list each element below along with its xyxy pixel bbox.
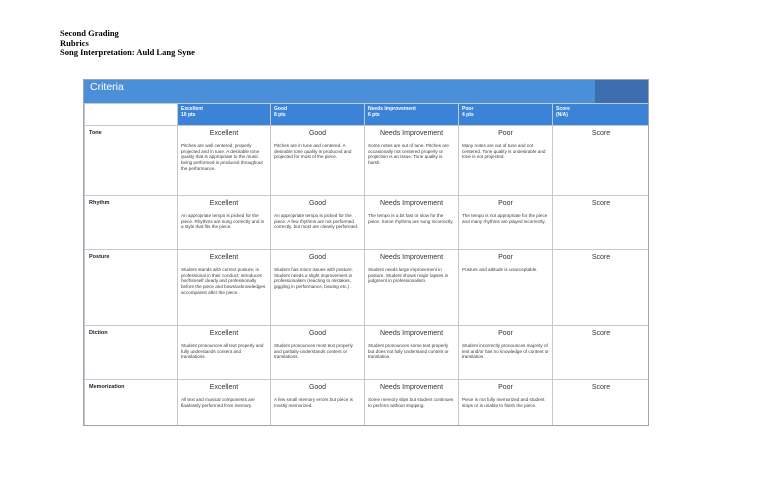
- cell-level-title: Poor: [498, 330, 513, 337]
- rubric-cell-poor: [459, 380, 553, 427]
- level-name: Good: [274, 106, 288, 112]
- level-header-good: [271, 104, 365, 126]
- cell-level-title: Good: [308, 330, 327, 337]
- cell-level-title: Score: [591, 200, 611, 207]
- rubric-cell-poor: [459, 250, 553, 326]
- cell-level-title: Needs Improvement: [379, 330, 444, 337]
- rubric-cell-score: [553, 326, 650, 380]
- cell-level-title: Poor: [498, 200, 513, 207]
- rubric-cell-score: [553, 250, 650, 326]
- rubric-row-memorization: [85, 380, 650, 427]
- cell-description: Many notes are out of tune and not centered. Tone quality is undesirable and tone is not projected.: [462, 143, 546, 160]
- document-heading: [60, 29, 195, 58]
- rubric-cell-poor: [459, 196, 553, 250]
- cell-description: Pitches are well centered; properly projected and in tune. A desirable tone quality that is appropriate to the music being performed is produced throughout the performance.: [181, 143, 263, 171]
- criterion-label: Tone: [85, 126, 178, 196]
- cell-level-title: Good: [308, 254, 327, 261]
- cell-level-title: Score: [591, 130, 611, 137]
- cell-description: An appropriate tempo is picked for the piece. Rhythms are sung correctly and in a style that fits the piece.: [181, 213, 265, 230]
- level-name: Score: [556, 106, 570, 112]
- level-header-excellent: [178, 104, 271, 126]
- rubric-cell-needs-improvement: [365, 326, 459, 380]
- criteria-header-blank: [85, 104, 178, 126]
- rubric-cell-score: [553, 126, 650, 196]
- cell-level-title: Poor: [498, 130, 513, 137]
- rubric-cell-excellent: [178, 250, 271, 326]
- level-header-row: [85, 104, 650, 126]
- cell-description: Some notes are out of tune. Pitches are occasionally not centered properly or projection is an issue. Tone quality is harsh.: [368, 143, 449, 166]
- cell-level-title: Needs Improvement: [379, 254, 444, 261]
- rubric-cell-good: [271, 250, 365, 326]
- rubric-cell-poor: [459, 126, 553, 196]
- rubric-cell-excellent: [178, 126, 271, 196]
- criterion-label: Diction: [85, 326, 178, 380]
- cell-level-title: Needs Improvement: [379, 130, 444, 137]
- cell-description: Student pronounces all text properly and fully understands content and translations.: [181, 343, 264, 360]
- cell-level-title: Excellent: [209, 254, 239, 261]
- cell-description: Student pronounces most text properly and partially understands content or translations.: [274, 343, 353, 360]
- level-points: 6 pts: [368, 112, 380, 118]
- rubric-table-image: [83, 79, 649, 426]
- cell-description: The tempo is a bit fast or slow for the piece. Some rhythms are sung incorrectly.: [368, 213, 454, 224]
- criterion-label: Rhythm: [85, 196, 178, 250]
- heading-line-song: Song Interpretation: Auld Lang Syne: [60, 47, 195, 57]
- level-name: Needs Improvement: [368, 106, 416, 112]
- rubric-row-posture: [85, 250, 650, 326]
- level-header-score: [553, 104, 650, 126]
- criterion-label: Posture: [85, 250, 178, 326]
- criterion-label: Memorization: [85, 380, 178, 427]
- rubric-grid: [84, 103, 649, 426]
- rubric-cell-score: [553, 196, 650, 250]
- rubric-cell-needs-improvement: [365, 380, 459, 427]
- rubric-cell-excellent: [178, 326, 271, 380]
- cell-description: Posture and attitude is unacceptable.: [462, 267, 538, 272]
- heading-line-grading: Second Grading: [60, 28, 119, 38]
- rubric-cell-needs-improvement: [365, 196, 459, 250]
- cell-level-title: Poor: [498, 254, 513, 261]
- level-header-poor: [459, 104, 553, 126]
- level-points: 10 pts: [181, 112, 196, 118]
- level-name: Excellent: [181, 106, 203, 112]
- rubric-cell-needs-improvement: [365, 250, 459, 326]
- rubric-cell-good: [271, 326, 365, 380]
- cell-level-title: Excellent: [209, 200, 239, 207]
- rubric-cell-good: [271, 196, 365, 250]
- rubric-body: [85, 126, 650, 427]
- rubric-cell-poor: [459, 326, 553, 380]
- cell-description: Pitches are in tune and centered. A desirable tone quality is produced and projected for most of the piece.: [274, 143, 352, 160]
- cell-level-title: Score: [591, 254, 611, 261]
- cell-level-title: Good: [308, 384, 327, 391]
- title-bar-accent: [595, 80, 649, 103]
- cell-description: Student pronounces some text properly but does not fully understand content or translation.: [368, 343, 449, 360]
- cell-level-title: Excellent: [209, 130, 239, 137]
- level-points: 8 pts: [274, 112, 286, 118]
- cell-description: All text and musical components are flawlessly performed from memory.: [181, 397, 255, 408]
- criteria-title: Criteria: [90, 81, 124, 93]
- rubric-row-tone: [85, 126, 650, 196]
- rubric-cell-excellent: [178, 380, 271, 427]
- level-name: Poor: [462, 106, 474, 112]
- cell-description: An appropriate tempo is picked for the piece. A few rhythms are not performed correctly, but most are cleanly performed.: [274, 213, 359, 230]
- cell-description: Student incorrectly pronounces majority of text and/or has no knowledge of content or translation.: [462, 343, 549, 360]
- cell-description: Student stands with correct posture; is professional in their conduct; introduces her/himself clearly and professionally before the piece and bows/acknowledges accompanist after the piece.: [181, 267, 266, 295]
- cell-level-title: Excellent: [209, 330, 239, 337]
- cell-description: Piece is not fully memorized and student stops or is unable to finish the piece.: [462, 397, 545, 408]
- cell-level-title: Poor: [498, 384, 513, 391]
- cell-description: A few small memory errors but piece is mostly memorized.: [274, 397, 353, 408]
- rubric-cell-good: [271, 126, 365, 196]
- rubric-cell-excellent: [178, 196, 271, 250]
- rubric-row-rhythm: [85, 196, 650, 250]
- rubric-cell-score: [553, 380, 650, 427]
- heading-line-rubrics: Rubrics: [60, 37, 89, 48]
- level-points: 4 pts: [462, 112, 474, 118]
- cell-description: Some memory slips but student continues to perform without stopping.: [368, 397, 454, 408]
- cell-level-title: Excellent: [209, 384, 239, 391]
- cell-level-title: Good: [308, 200, 327, 207]
- cell-description: Student has minor issues with posture. Student needs a slight improvement in professionalism (reacting to mistakes, giggling in performance, bowing etc.) .: [274, 267, 353, 290]
- cell-level-title: Needs Improvement: [379, 384, 444, 391]
- cell-level-title: Good: [308, 130, 327, 137]
- rubric-cell-good: [271, 380, 365, 427]
- level-points: (N/A): [556, 112, 568, 118]
- level-header-needs-improvement: [365, 104, 459, 126]
- rubric-row-diction: [85, 326, 650, 380]
- criteria-title-bar: [84, 80, 649, 103]
- rubric-cell-needs-improvement: [365, 126, 459, 196]
- cell-description: Student needs large improvement in posture. Student shows major lapses in judgment in professionalism.: [368, 267, 449, 284]
- cell-level-title: Score: [591, 330, 611, 337]
- cell-level-title: Needs Improvement: [379, 200, 444, 207]
- cell-description: The tempo is not appropriate for the piece and many rhythms are played incorrectly.: [462, 213, 548, 224]
- cell-level-title: Score: [591, 384, 611, 391]
